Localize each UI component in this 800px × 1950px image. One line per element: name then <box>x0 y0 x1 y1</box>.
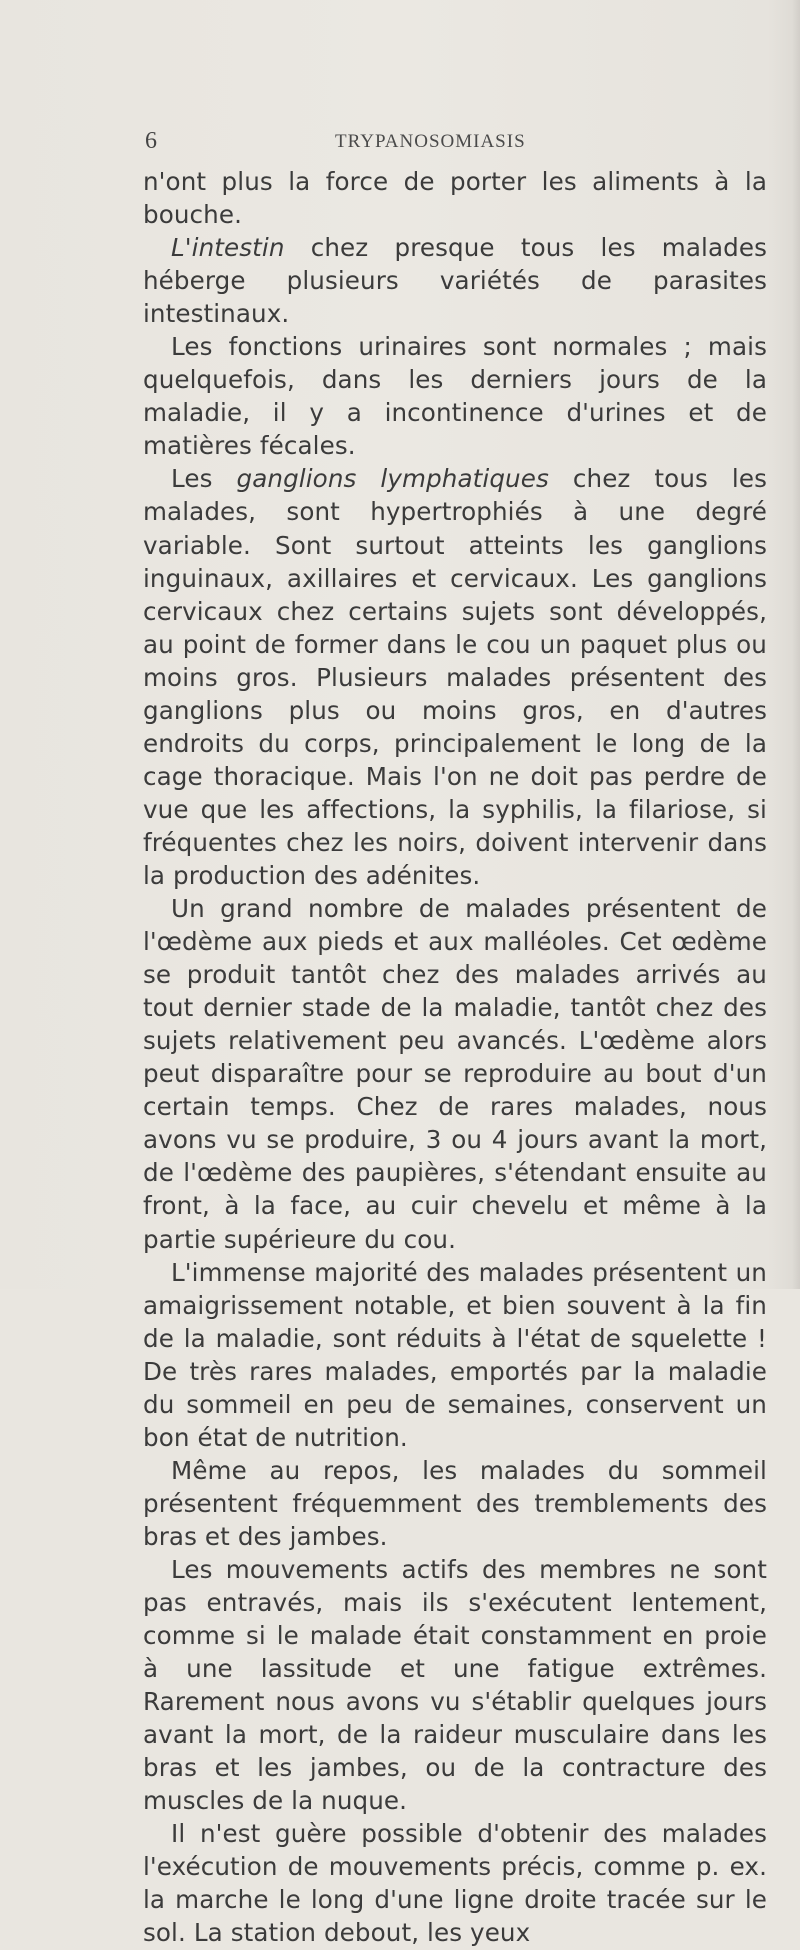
paragraph-intestin: L'intestin chez presque tous les malades héberge plusieurs variétés de parasites intestinaux. <box>143 233 767 329</box>
page-header <box>145 128 765 156</box>
paragraph-mouvements: Les mouvements actifs des membres ne sont pas entravés, mais ils s'exécutent lentement, comme si le malade était constamment en proie à une lassitude et une fatigue extrêmes. Rarement nous avons vu s'établir quelques jours avant la mort, de la raideur musculaire dans les bras et les jambes, ou de la contracture des muscles de la nuque. <box>143 1554 767 1816</box>
emphasis-intestin: L'intestin <box>171 233 285 263</box>
paragraph-urinaires: Les fonctions urinaires sont normales ; mais quelquefois, dans les derniers jours de la maladie, il y a incontinence d'urines et de matières fécales. <box>143 332 767 461</box>
paragraph-oedeme: Un grand nombre de malades présentent de l'œdème aux pieds et aux malléoles. Cet œdème se produit tantôt chez des malades arrivés au tout dernier stade de la maladie, tantôt chez des sujets relativement peu avancés. L'œdème alors peut disparaître pour se reproduire au bout d'un certain temps. Chez de rares malades, nous avons vu se produire, 3 ou 4 jours avant la mort, de l'œdème des paupières, s'étendant ensuite au front, à la face, au cuir chevelu et même à la partie supérieure du cou. <box>143 894 767 1254</box>
paragraph-tremblements: Même au repos, les malades du sommeil présentent fréquemment des tremblements des bras et des jambes. <box>143 1455 767 1551</box>
page-edge-shadow <box>792 0 800 1289</box>
emphasis-ganglions: ganglions lymphatiques <box>236 464 549 494</box>
paragraph-1: n'ont plus la force de porter les aliments à la bouche. <box>143 167 767 230</box>
running-head: TRYPANOSOMIASIS <box>335 131 526 152</box>
page-number: 6 <box>145 128 157 154</box>
paragraph-precis: Il n'est guère possible d'obtenir des malades l'exécution de mouvements précis, comme p. ex. la marche le long d'une ligne droite tracée sur le sol. La station debout, les yeux <box>143 1819 767 1948</box>
body-text <box>143 165 767 1950</box>
paragraph-amaigrissement: L'immense majorité des malades présentent un amaigrissement notable, et bien souvent à la fin de la maladie, sont réduits à l'état de squelette ! De très rares malades, emportés par la maladie du sommeil en peu de semaines, conservent un bon état de nutrition. <box>143 1257 767 1452</box>
paragraph-ganglions: Les ganglions lymphatiques chez tous les malades, sont hypertrophiés à une degré variable. Sont surtout atteints les ganglions inguinaux, axillaires et cervicaux. Les ganglions cervicaux chez certains sujets sont développés, au point de former dans le cou un paquet plus ou moins gros. Plusieurs malades présentent des ganglions plus ou moins gros, en d'autres endroits du corps, principalement le long de la cage thoracique. Mais l'on ne doit pas perdre de vue que les affections, la syphilis, la filariose, si fréquentes chez les noirs, doivent intervenir dans la production des adénites. <box>143 464 768 890</box>
